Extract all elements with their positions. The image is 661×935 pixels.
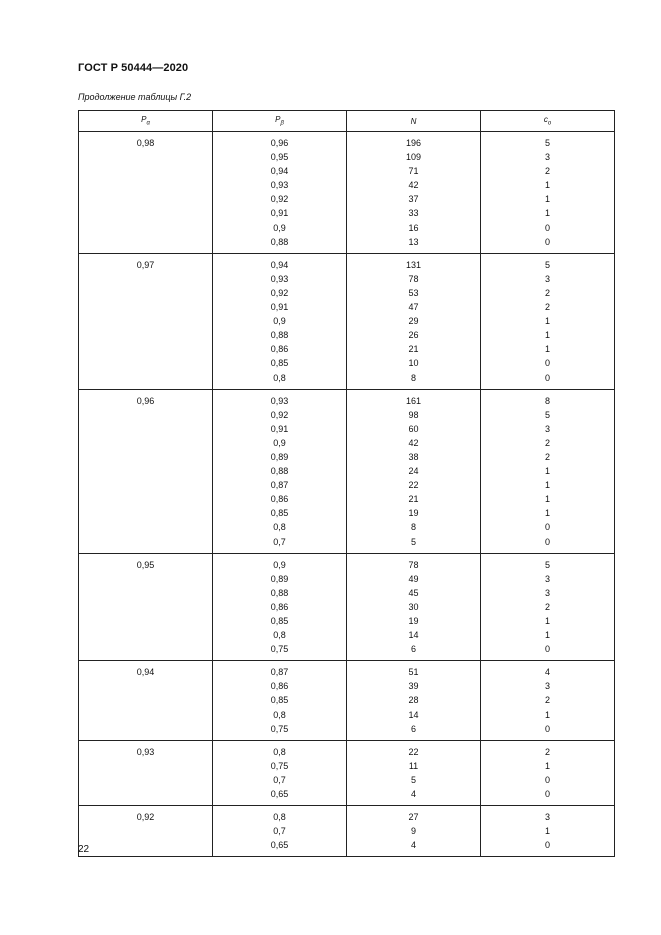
column-header-c: $c_o$ [481, 111, 615, 132]
cell-n [347, 389, 481, 553]
c-value: 0 [544, 358, 550, 369]
p-beta-value: 0,7 [273, 774, 286, 785]
c-value: 3 [544, 152, 550, 163]
c-value: 0 [544, 372, 550, 383]
n-value: 53 [408, 287, 419, 298]
c-value: 2 [544, 746, 550, 757]
n-value: 26 [408, 330, 419, 341]
n-value: 14 [408, 709, 419, 720]
table-group [79, 253, 615, 389]
c-value: 1 [544, 208, 550, 219]
n-value: 4 [410, 789, 416, 800]
p-beta-value: 0,8 [273, 630, 286, 641]
n-value: 37 [408, 194, 419, 205]
p-beta-value: 0,93 [270, 273, 289, 284]
column-header-n: N [347, 111, 481, 132]
n-value: 42 [408, 437, 419, 448]
p-alpha-value: 0,95 [136, 559, 155, 570]
n-value: 30 [408, 601, 419, 612]
cell-p-alpha [79, 806, 213, 857]
p-beta-value: 0,86 [270, 681, 289, 692]
cell-p-beta [213, 253, 347, 389]
p-beta-value: 0,75 [270, 760, 289, 771]
n-value: 14 [408, 630, 419, 641]
c-value: 2 [544, 601, 550, 612]
p-beta-value: 0,95 [270, 152, 289, 163]
c-value: 1 [544, 630, 550, 641]
n-value: 109 [405, 152, 422, 163]
n-value: 29 [408, 316, 419, 327]
c-value: 2 [544, 437, 550, 448]
table-group [79, 806, 615, 857]
p-beta-value: 0,75 [270, 723, 289, 734]
document-header: ГОСТ Р 50444—2020 [78, 62, 189, 74]
n-value: 22 [408, 480, 419, 491]
n-value: 98 [408, 409, 419, 420]
page-number: 22 [78, 844, 90, 855]
cell-n [347, 132, 481, 254]
p-alpha-value: 0,96 [136, 395, 155, 406]
c-value: 8 [544, 395, 550, 406]
p-beta-value: 0,7 [273, 826, 286, 837]
p-beta-value: 0,92 [270, 409, 289, 420]
p-beta-value: 0,85 [270, 695, 289, 706]
p-beta-value: 0,9 [273, 316, 286, 327]
c-value: 0 [544, 723, 550, 734]
p-alpha-value: 0,94 [136, 667, 155, 678]
n-value: 5 [410, 774, 416, 785]
c-value: 1 [544, 180, 550, 191]
cell-p-beta [213, 389, 347, 553]
header-row [79, 111, 615, 132]
c-value: 3 [544, 812, 550, 823]
c-value: 1 [544, 466, 550, 477]
c-value: 0 [544, 840, 550, 851]
n-value: 161 [405, 395, 422, 406]
cell-c [481, 553, 615, 661]
table-row [79, 389, 615, 553]
table-group [79, 389, 615, 553]
p-alpha-value: 0,93 [136, 746, 155, 757]
p-beta-value: 0,85 [270, 358, 289, 369]
n-value: 16 [408, 222, 419, 233]
table-caption: Продолжение таблицы Г.2 [78, 92, 192, 102]
n-value: 45 [408, 587, 419, 598]
p-beta-value: 0,75 [270, 644, 289, 655]
n-value: 47 [408, 302, 419, 313]
n-value: 19 [408, 616, 419, 626]
c-value: 1 [544, 826, 550, 837]
p-beta-value: 0,8 [273, 372, 286, 383]
table-row [79, 253, 615, 389]
n-value: 196 [405, 138, 422, 148]
c-value: 5 [544, 409, 550, 420]
column-header-p-alpha: $P_\alpha$ [79, 111, 213, 132]
n-value: 4 [410, 840, 416, 851]
p-beta-value: 0,87 [270, 667, 289, 678]
c-value: 0 [544, 774, 550, 785]
c-value: 0 [544, 536, 550, 547]
p-beta-value: 0,85 [270, 508, 289, 519]
cell-c [481, 389, 615, 553]
p-beta-value: 0,86 [270, 494, 289, 505]
n-value: 38 [408, 451, 419, 462]
cell-p-beta [213, 806, 347, 857]
p-beta-value: 0,8 [273, 746, 286, 757]
c-value: 0 [544, 522, 550, 533]
n-value: 39 [408, 681, 419, 692]
c-value: 0 [544, 789, 550, 800]
cell-c [481, 806, 615, 857]
p-beta-value: 0,89 [270, 451, 289, 462]
cell-c [481, 661, 615, 740]
cell-p-alpha [79, 389, 213, 553]
p-beta-value: 0,91 [270, 302, 289, 313]
c-value: 2 [544, 451, 550, 462]
cell-n [347, 806, 481, 857]
p-beta-value: 0,8 [273, 812, 286, 823]
n-value: 6 [410, 644, 416, 655]
p-beta-value: 0,91 [270, 423, 289, 434]
p-beta-value: 0,92 [270, 287, 289, 298]
c-value: 5 [544, 138, 550, 148]
cell-p-alpha [79, 253, 213, 389]
c-value: 1 [544, 709, 550, 720]
cell-p-beta [213, 132, 347, 254]
c-value: 2 [544, 695, 550, 706]
c-value: 3 [544, 273, 550, 284]
table-group [79, 740, 615, 805]
p-beta-value: 0,87 [270, 480, 289, 491]
p-beta-value: 0,94 [270, 259, 289, 270]
n-value: 11 [408, 760, 419, 771]
cell-n [347, 253, 481, 389]
table-row [79, 553, 615, 661]
n-value: 19 [408, 508, 419, 519]
cell-n [347, 553, 481, 661]
p-beta-value: 0,9 [273, 437, 286, 448]
c-value: 1 [544, 344, 550, 355]
c-value: 0 [544, 644, 550, 655]
p-beta-value: 0,8 [273, 709, 286, 720]
c-value: 1 [544, 330, 550, 341]
table-group [79, 661, 615, 740]
cell-c [481, 253, 615, 389]
p-beta-value: 0,86 [270, 344, 289, 355]
p-beta-value: 0,88 [270, 587, 289, 598]
cell-p-beta [213, 553, 347, 661]
c-value: 0 [544, 222, 550, 233]
n-value: 21 [408, 494, 419, 505]
cell-p-alpha [79, 553, 213, 661]
table-group [79, 132, 615, 254]
n-value: 8 [410, 372, 416, 383]
n-value: 60 [408, 423, 419, 434]
c-value: 3 [544, 587, 550, 598]
cell-p-beta [213, 740, 347, 805]
n-value: 6 [410, 723, 416, 734]
cell-p-beta [213, 661, 347, 740]
n-value: 5 [410, 536, 416, 547]
column-header-p-beta: $P_\beta$ [213, 111, 347, 132]
c-value: 1 [544, 508, 550, 519]
n-value: 42 [408, 180, 419, 191]
p-beta-value: 0,86 [270, 601, 289, 612]
cell-c [481, 740, 615, 805]
table-row [79, 806, 615, 857]
p-beta-value: 0,65 [270, 840, 289, 851]
c-value: 1 [544, 760, 550, 771]
p-beta-value: 0,85 [270, 616, 289, 626]
p-beta-value: 0,9 [273, 222, 286, 233]
n-value: 9 [410, 826, 416, 837]
cell-p-alpha [79, 661, 213, 740]
p-beta-value: 0,92 [270, 194, 289, 205]
n-value: 21 [408, 344, 419, 355]
c-value: 1 [544, 616, 550, 626]
cell-n [347, 740, 481, 805]
c-value: 3 [544, 573, 550, 584]
p-beta-value: 0,93 [270, 395, 289, 406]
p-beta-value: 0,88 [270, 330, 289, 341]
p-alpha-value: 0,97 [136, 259, 155, 270]
table-header [79, 111, 615, 132]
n-value: 51 [408, 667, 419, 678]
p-beta-value: 0,93 [270, 180, 289, 191]
c-value: 5 [544, 559, 550, 570]
c-value: 2 [544, 287, 550, 298]
n-value: 13 [408, 236, 419, 247]
p-alpha-value: 0,92 [136, 812, 155, 823]
n-value: 22 [408, 746, 419, 757]
c-value: 5 [544, 259, 550, 270]
p-beta-value: 0,65 [270, 789, 289, 800]
p-alpha-value: 0,98 [136, 138, 155, 148]
c-value: 3 [544, 681, 550, 692]
n-value: 49 [408, 573, 419, 584]
c-value: 1 [544, 480, 550, 491]
n-value: 24 [408, 466, 419, 477]
c-value: 1 [544, 494, 550, 505]
table-row [79, 132, 615, 254]
n-value: 131 [405, 259, 422, 270]
n-value: 28 [408, 695, 419, 706]
n-value: 27 [408, 812, 419, 823]
table-group [79, 553, 615, 661]
c-value: 4 [544, 667, 550, 678]
n-value: 78 [408, 559, 419, 570]
p-beta-value: 0,91 [270, 208, 289, 219]
cell-p-alpha [79, 132, 213, 254]
table-row [79, 740, 615, 805]
n-value: 33 [408, 208, 419, 219]
n-value: 71 [408, 166, 419, 177]
c-value: 1 [544, 194, 550, 205]
p-beta-value: 0,88 [270, 236, 289, 247]
p-beta-value: 0,9 [273, 559, 286, 570]
c-value: 2 [544, 302, 550, 313]
c-value: 0 [544, 236, 550, 247]
data-table [78, 110, 615, 857]
p-beta-value: 0,7 [273, 536, 286, 547]
p-beta-value: 0,94 [270, 166, 289, 177]
cell-n [347, 661, 481, 740]
n-value: 8 [410, 522, 416, 533]
table-row [79, 661, 615, 740]
cell-c [481, 132, 615, 254]
n-value: 78 [408, 273, 419, 284]
cell-p-alpha [79, 740, 213, 805]
p-beta-value: 0,8 [273, 522, 286, 533]
p-beta-value: 0,88 [270, 466, 289, 477]
c-value: 3 [544, 423, 550, 434]
n-value: 10 [408, 358, 419, 369]
c-value: 2 [544, 166, 550, 177]
c-value: 1 [544, 316, 550, 327]
p-beta-value: 0,89 [270, 573, 289, 584]
p-beta-value: 0,96 [270, 138, 289, 148]
